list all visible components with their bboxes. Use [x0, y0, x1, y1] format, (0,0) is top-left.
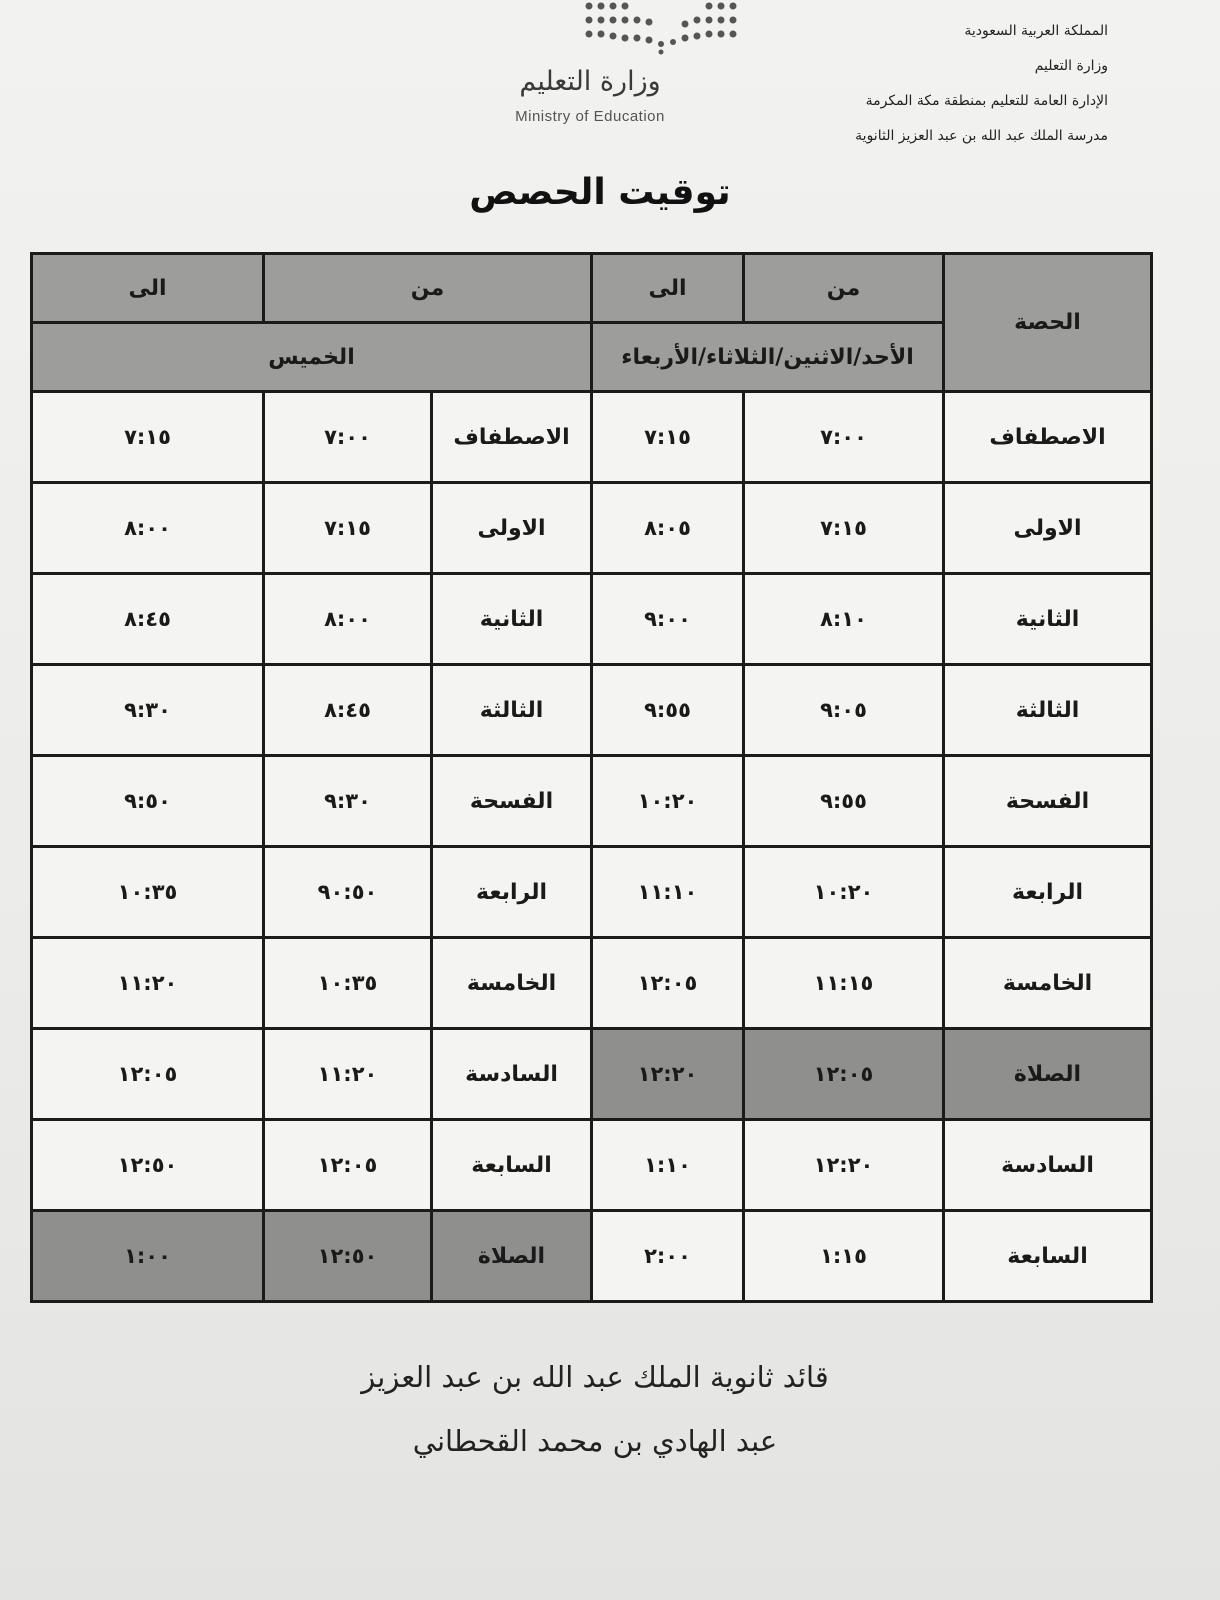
thursday-to-time: ١:٠٠ — [32, 1211, 264, 1302]
thursday-from-time: ٧:١٥ — [264, 483, 432, 574]
header-period: الحصة — [944, 254, 1152, 392]
logo-english-text: Ministry of Education — [515, 108, 665, 125]
thursday-to-time: ١٠:٣٥ — [32, 847, 264, 938]
weekdays-to-time: ١٢:٢٠ — [592, 1029, 744, 1120]
table-row — [32, 938, 1152, 1029]
thursday-to-time: ١١:٢٠ — [32, 938, 264, 1029]
thursday-to-time: ١٢:٥٠ — [32, 1120, 264, 1211]
header-weekdays-group: الأحد/الاثنين/الثلاثاء/الأربعاء — [592, 323, 944, 392]
page-title: توقيت الحصص — [469, 172, 731, 213]
header-weekdays-from: من — [744, 254, 944, 323]
weekdays-to-time: ٩:٠٠ — [592, 574, 744, 665]
period-name: السادسة — [944, 1120, 1152, 1211]
thursday-from-time: ١١:٢٠ — [264, 1029, 432, 1120]
period-name: الخامسة — [944, 938, 1152, 1029]
thursday-from-time: ١٢:٠٥ — [264, 1120, 432, 1211]
table-row — [32, 1211, 1152, 1302]
period-name-prayer: الصلاة — [944, 1029, 1152, 1120]
ministry-logo — [490, 0, 690, 135]
table-row — [32, 665, 1152, 756]
ministry-line-school: مدرسة الملك عبد الله بن عبد العزيز الثانوية — [855, 128, 1108, 144]
table-row — [32, 756, 1152, 847]
ministry-header — [855, 14, 1108, 154]
thursday-from-time: ٧:٠٠ — [264, 392, 432, 483]
thursday-from-time: ١٠:٣٥ — [264, 938, 432, 1029]
weekdays-to-time: ٩:٥٥ — [592, 665, 744, 756]
weekdays-to-time: ٨:٠٥ — [592, 483, 744, 574]
thursday-to-time: ٩:٥٠ — [32, 756, 264, 847]
thursday-from-time: ٩٠:٥٠ — [264, 847, 432, 938]
thursday-period-name: الخامسة — [432, 938, 592, 1029]
thursday-to-time: ١٢:٠٥ — [32, 1029, 264, 1120]
period-name: الرابعة — [944, 847, 1152, 938]
thursday-period-name: الثانية — [432, 574, 592, 665]
thursday-from-time: ٩:٣٠ — [264, 756, 432, 847]
ministry-line-ministry: وزارة التعليم — [1034, 58, 1108, 74]
header-thursday-from: من — [264, 254, 592, 323]
weekdays-to-time: ١١:١٠ — [592, 847, 744, 938]
weekdays-from-time: ١٢:٠٥ — [744, 1029, 944, 1120]
weekdays-to-time: ١٢:٠٥ — [592, 938, 744, 1029]
weekdays-to-time: ٢:٠٠ — [592, 1211, 744, 1302]
thursday-period-name: الاولى — [432, 483, 592, 574]
thursday-period-name: الرابعة — [432, 847, 592, 938]
period-name: السابعة — [944, 1211, 1152, 1302]
thursday-period-name: السادسة — [432, 1029, 592, 1120]
thursday-from-time: ٨:٤٥ — [264, 665, 432, 756]
table-row — [32, 1120, 1152, 1211]
weekdays-from-time: ٨:١٠ — [744, 574, 944, 665]
weekdays-to-time: ١٠:٢٠ — [592, 756, 744, 847]
weekdays-from-time: ١:١٥ — [744, 1211, 944, 1302]
weekdays-to-time: ١:١٠ — [592, 1120, 744, 1211]
period-name: الفسحة — [944, 756, 1152, 847]
weekdays-from-time: ١١:١٥ — [744, 938, 944, 1029]
thursday-to-time: ٩:٣٠ — [32, 665, 264, 756]
schedule-table — [30, 252, 1153, 1303]
logo-dots-icon — [585, 0, 765, 60]
logo-arabic-text: وزارة التعليم — [519, 66, 661, 97]
period-name: الثالثة — [944, 665, 1152, 756]
weekdays-from-time: ٩:٠٥ — [744, 665, 944, 756]
thursday-period-name: السابعة — [432, 1120, 592, 1211]
thursday-period-name-prayer: الصلاة — [432, 1211, 592, 1302]
weekdays-from-time: ١٠:٢٠ — [744, 847, 944, 938]
thursday-to-time: ٨:٠٠ — [32, 483, 264, 574]
table-header-row — [32, 254, 1152, 323]
signature-title: قائد ثانوية الملك عبد الله بن عبد العزيز — [361, 1360, 829, 1394]
period-name: الاصطفاف — [944, 392, 1152, 483]
thursday-period-name: الثالثة — [432, 665, 592, 756]
thursday-from-time: ٨:٠٠ — [264, 574, 432, 665]
thursday-from-time: ١٢:٥٠ — [264, 1211, 432, 1302]
period-name: الاولى — [944, 483, 1152, 574]
weekdays-from-time: ٩:٥٥ — [744, 756, 944, 847]
header-weekdays-to: الى — [592, 254, 744, 323]
weekdays-from-time: ١٢:٢٠ — [744, 1120, 944, 1211]
thursday-period-name: الاصطفاف — [432, 392, 592, 483]
table-row — [32, 847, 1152, 938]
header-thursday-group: الخميس — [32, 323, 592, 392]
thursday-period-name: الفسحة — [432, 756, 592, 847]
weekdays-from-time: ٧:١٥ — [744, 483, 944, 574]
thursday-to-time: ٨:٤٥ — [32, 574, 264, 665]
weekdays-from-time: ٧:٠٠ — [744, 392, 944, 483]
header-thursday-to: الى — [32, 254, 264, 323]
table-row — [32, 574, 1152, 665]
weekdays-to-time: ٧:١٥ — [592, 392, 744, 483]
ministry-line-country: المملكة العربية السعودية — [964, 23, 1108, 39]
ministry-line-directorate: الإدارة العامة للتعليم بمنطقة مكة المكرمة — [865, 93, 1108, 109]
signature-name: عبد الهادي بن محمد القحطاني — [412, 1424, 778, 1458]
table-row — [32, 392, 1152, 483]
table-row — [32, 483, 1152, 574]
table-row — [32, 1029, 1152, 1120]
period-name: الثانية — [944, 574, 1152, 665]
thursday-to-time: ٧:١٥ — [32, 392, 264, 483]
